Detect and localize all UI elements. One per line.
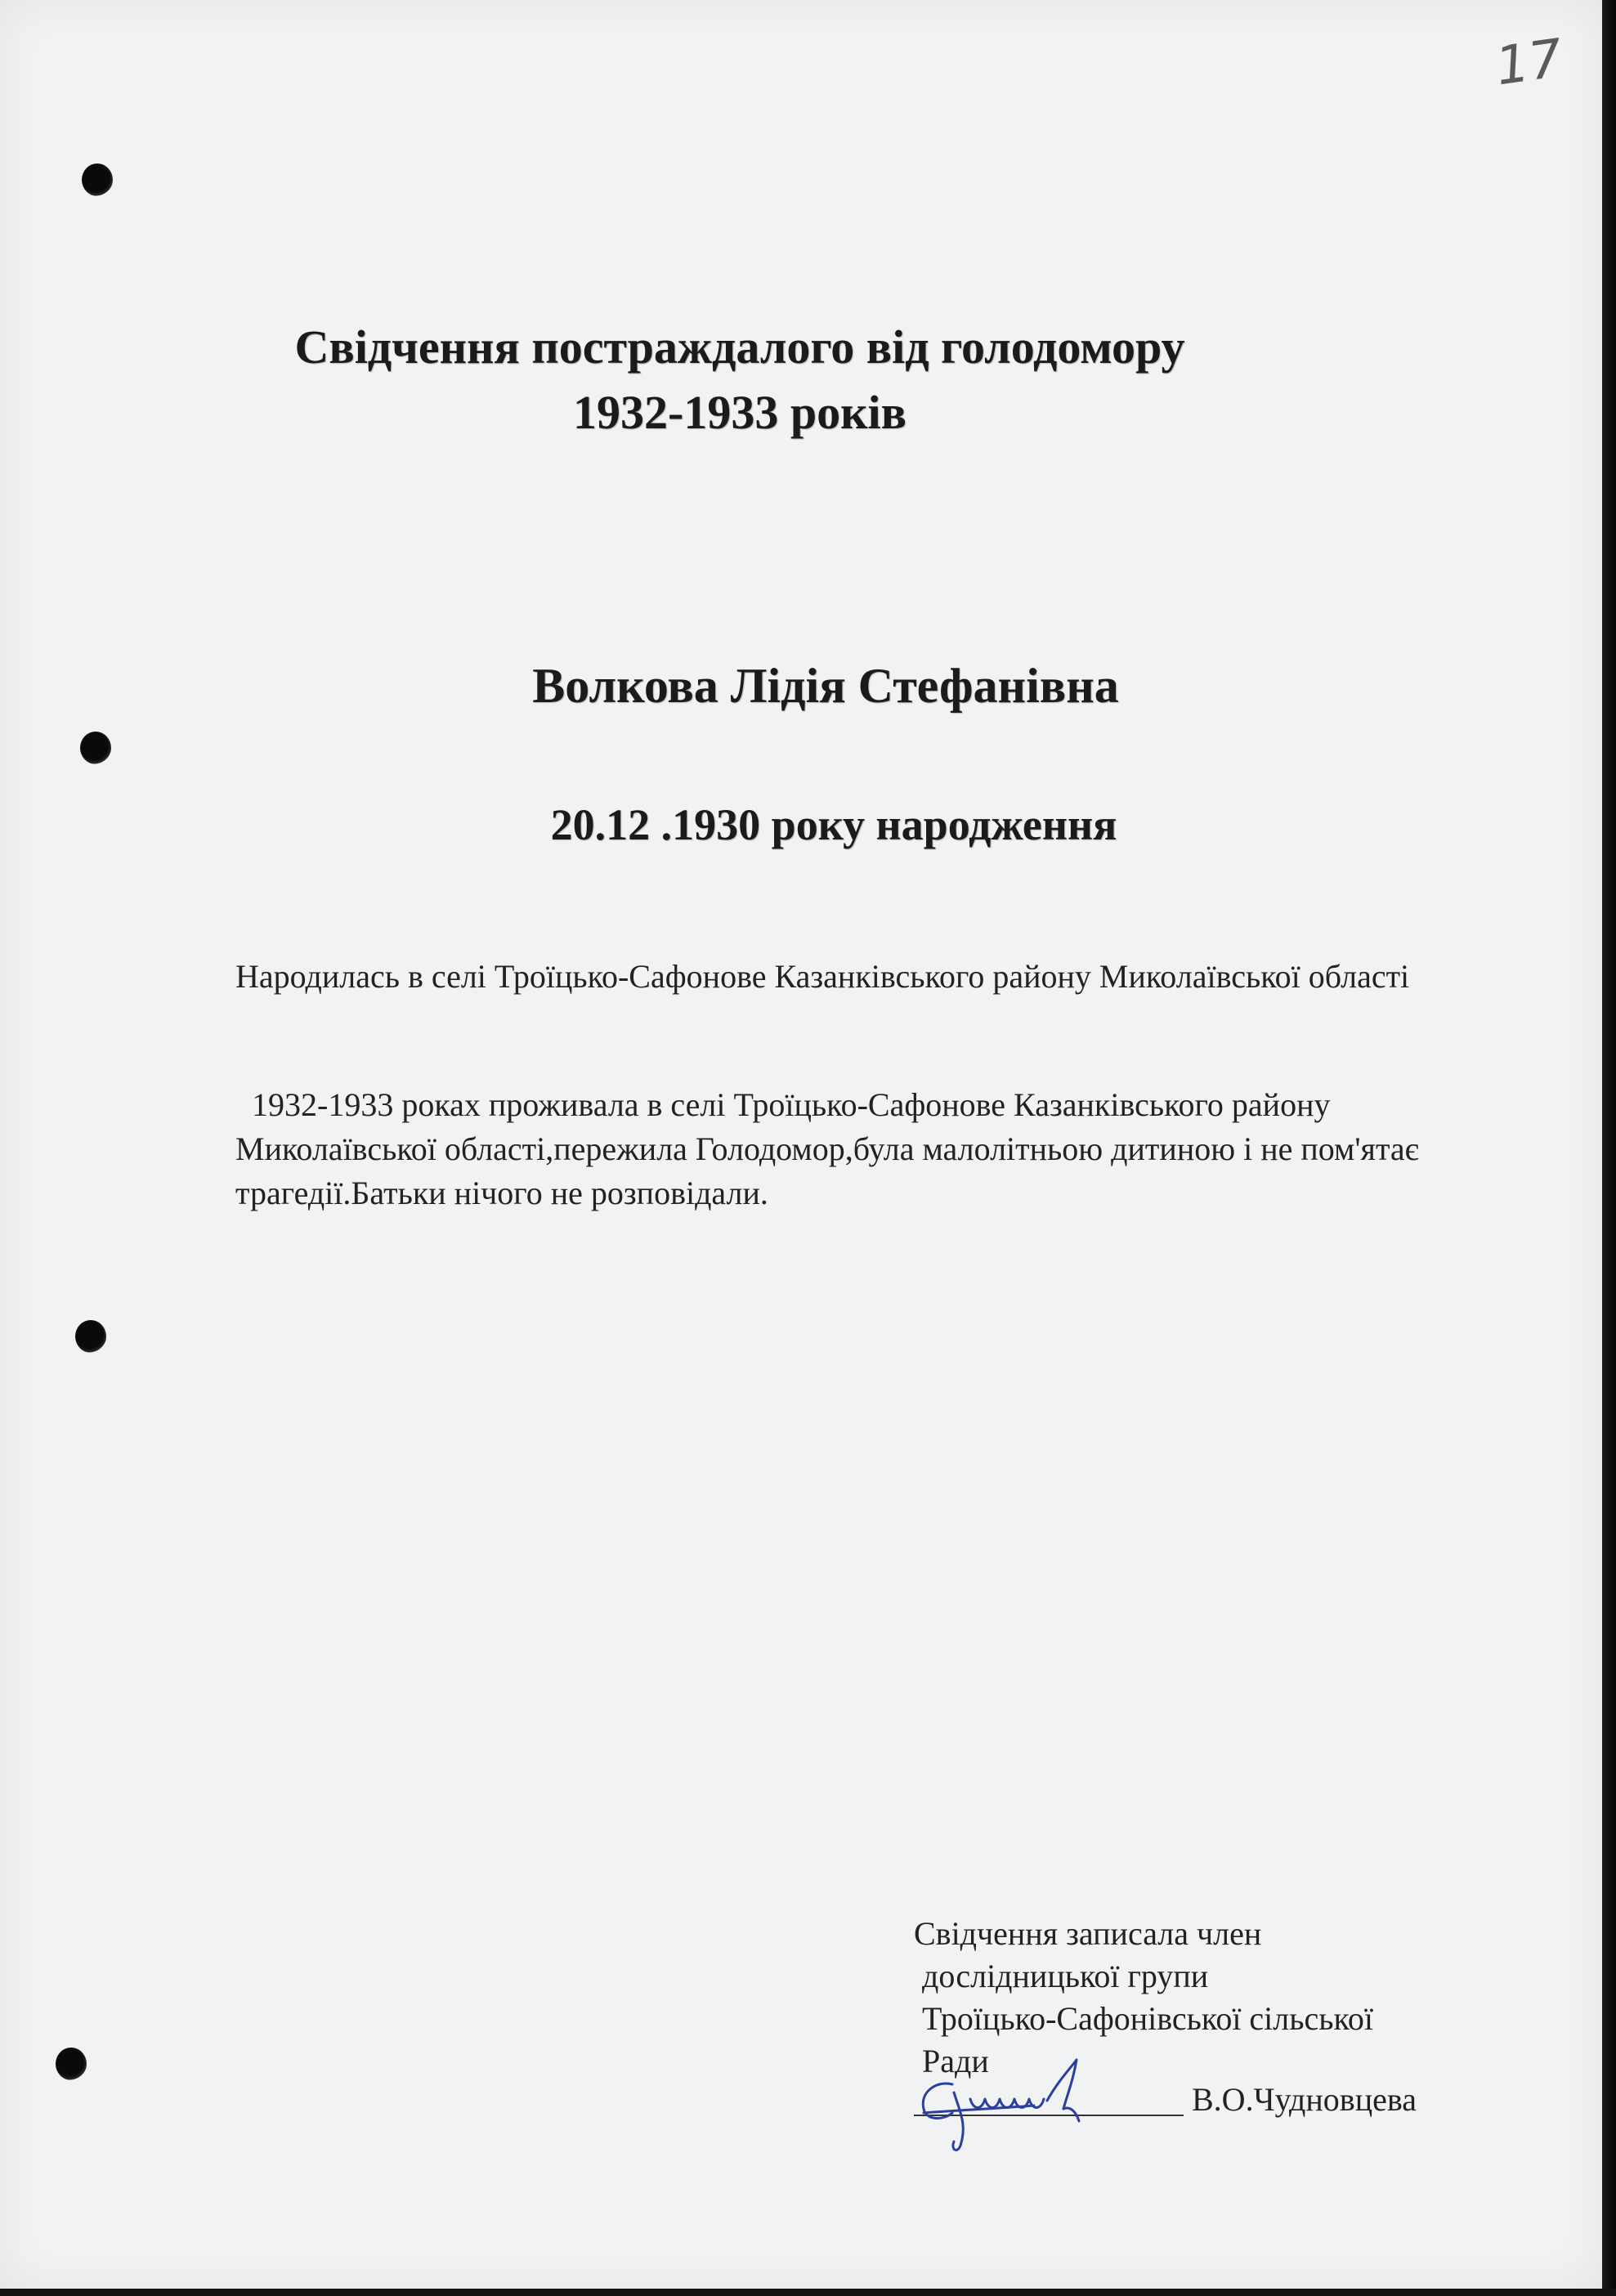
- document-title: [213, 315, 1267, 445]
- recorder-line-3: Троїцько-Сафонівської сільської: [922, 2000, 1374, 2037]
- testimony-paragraph: 1932-1933 роках проживала в селі Троїцько-Сафонове Казанківського району Миколаївської області,пережила Голодомор,була малолітньою дитиною і не пом'ятає трагедії.Батьки нічого не розповідали.: [235, 1086, 1419, 1211]
- title-line-2: 1932-1933 років: [573, 386, 906, 439]
- scan-edge-right: [1602, 0, 1616, 2296]
- title-line-1: Свідчення постраждалого від голодомору: [294, 320, 1185, 374]
- recorder-line-2: дослідницької групи: [922, 1958, 1209, 1994]
- binder-hole: [75, 1320, 106, 1353]
- recorder-line-1: Свідчення записала член: [914, 1915, 1262, 1952]
- recorder-line-4: Ради: [922, 2043, 989, 2079]
- handwritten-page-number: 17: [1492, 28, 1567, 98]
- binder-hole: [82, 163, 113, 196]
- birthplace-paragraph: Народилась в селі Троїцько-Сафонове Казанківського району Миколаївської області: [235, 958, 1410, 995]
- scan-edge-bottom: [0, 2289, 1616, 2296]
- birth-date: 20.12 .1930 року народження: [550, 800, 1117, 849]
- person-name: Волкова Лідія Стефанівна: [532, 659, 1119, 713]
- binder-hole: [80, 732, 111, 764]
- binder-hole: [56, 2048, 87, 2080]
- handwritten-signature: [903, 2035, 1165, 2158]
- signer-name: В.О.Чудновцева: [1192, 2081, 1417, 2118]
